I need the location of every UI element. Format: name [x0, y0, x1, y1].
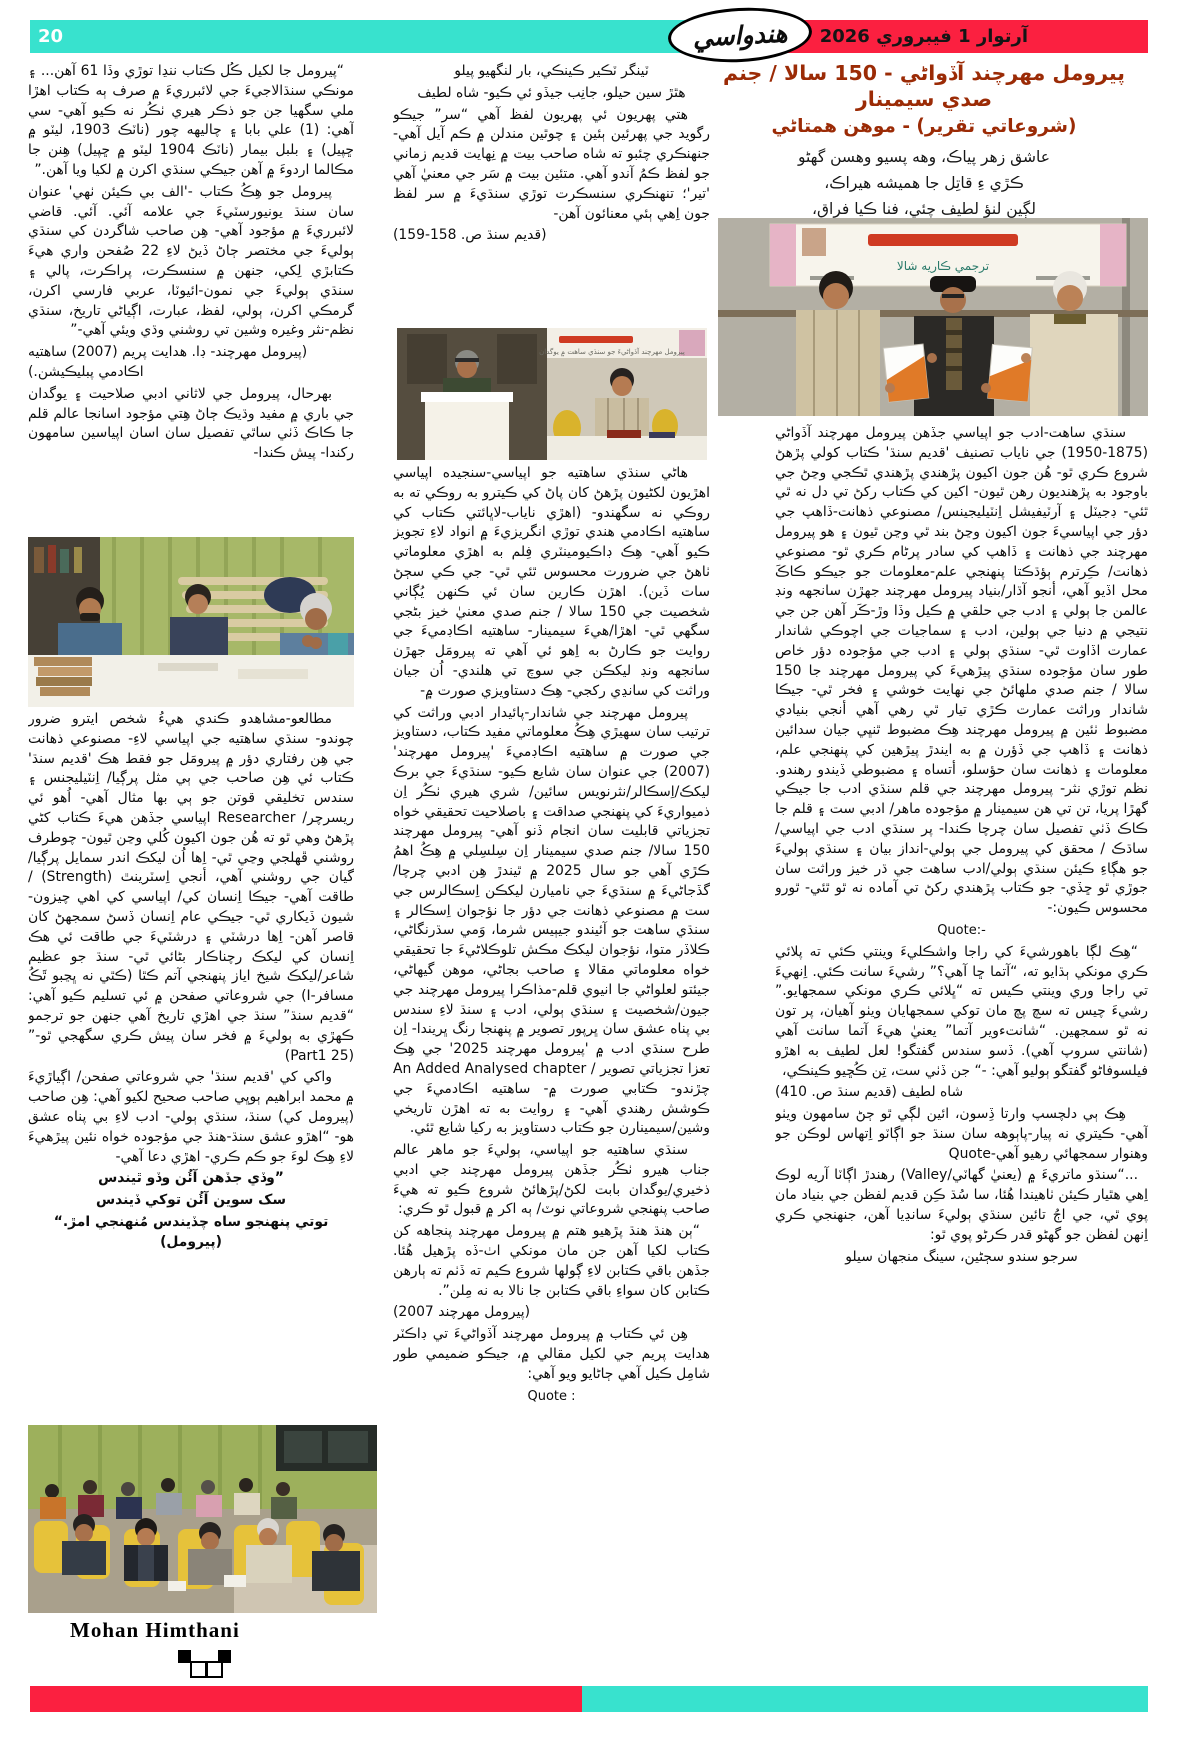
column-left-upper	[28, 62, 354, 535]
paragraph: (پيرومل مهرچند- ڊا. هدايت پريم (2007) ساهتيه اڪادمي پبليڪيشن.)	[28, 344, 308, 380]
paragraph: هِڪ ٻي دلچسپ وارتا ڏِسون، ائين لڳي ٿو ڄڻ سامهون ويٺو آهي- ڪيتري نه پيار-پاٻوهه سان سنڌ جو اڳاٽو اِتهاس لوڪن جو وهنوار سمجهائي رهيو آهي-Quote	[775, 1106, 1148, 1162]
headline-line1: پيرومل مهرچند آڏواڻي - 150 سالا / جنم صدي سيمينار	[723, 61, 1125, 111]
paragraph: سک سوين آئُن توکي ڏيندس	[95, 1192, 287, 1209]
paragraph: بهرحال، پيرومل جي لاثاني ادبي صلاحيت ۽ يوگدان جي باري ۾ مفيد وڌيڪ ڄاڻ هِتي مؤجود اسانجا عالم قلم جا ڪاڪ ڏٺي ساٿي تفصيل سان اسان اپياسين سامهون رکندا- پيش ڪندا-	[28, 385, 354, 462]
paragraph: (قديم سنڌ ص. 158-159)	[393, 227, 547, 244]
press-logo-square	[206, 1661, 223, 1678]
banner-sindhi-text: ترجمي ڪاريه شالا	[896, 259, 990, 273]
paragraph: پيرومل جو هِڪُ ڪتاب -'الف بي ڪيئن ٺهي' عنوان سان سنڌ يونيورسٽيءَ جي علامه آئي. آئي. قاضي لائبرريءَ ۾ مؤجود آهي- هِن صاحب شاگردن کي سنڌي ٻوليءَ جي مختصر ڄاڻ ڏيڻ لاءِ 22 صُفحن واري هيءَ ڪتابڙي لِکي، جنهن ۾ سنسڪرت، پراڪرت، پالي ۽ سنڌي ٻوليءَ جي نمون-ائيوٽا، عربي فارسي اکرن، گرمڪي اکرن، ٻولي، لفظ، عبارت، اڳياڻي تاريخ، سنڌي نظم-نثر وغيره وشين تي روشني وڌي ويئي آهي-”	[28, 183, 354, 339]
verse-line: لڳين لنؤ لطيف چئي، فنا ڪيا فراق،	[811, 200, 1037, 218]
paragraph: سنڌي ساهت-ادب جو اپياسي جڏهن پيرومل مهرچند آڏواڻي (1875-1950) جي ناياب تصنيف 'قديم سنڌ' ڪتاب کولي پڙهڻ شروع ڪري ٿو- هُن جون اکيون پڙهندي پڙهندي ٿڪجي وڃڻ جي باوجود به پڙهنديون رهن ٿيون- اکين کي ڪتاب رکڻ تي دل نه ٿي ٿئي- ڊجيٽل ۽ آرٽيفيشل اِنٽيليجينس/ مصنوعي ذهانت-ڏاهپ جي دؤر جي اپياسيءَ جون اکيون وڃڻ بند ٿي وڃن ٿيون ۽ هو پيرومل مهرچند جي ذهانت ۽ ڏاهپ کي سادر پرڻام ڪري ٿو- مصنوعي ذهانت/ ڪِرترم ٻؤڌڪتا پنهنجي علم-معلومات جو جيڪو ڪاڪَ محل اڏيو آهي، أنجو آڌار/بنياد پيرومل مهرچند جهڙن سانجهه ونڊ عالمن جا ٻولي ۽ ادب جي حلقي ۾ ڪيل وڏا وڙ-ڪَر آهن جن جي نتيجي ۾ دنيا جي ٻولين، ادب ۽ سماجيات جي اچوڪي شاندار عمارت اڏاوت ٿي- سنڌي ٻولي ۽ ادب جي مؤجوده دؤر خاص طور سان مؤجوده سنڌي پيڙهيءَ کي پيرومل مهرچند جا 150 سالا / جنم صدي ملهائڻ جي نهايت خوشي ۽ فخر ٿي- جيڪا شاندار وراثت عمارت ڪڙي تيار ٿي رهي آهي أنجي بنيادي مضبوط ٺئين ۾ پيرومل مهرچند هِڪ مضبوط ٿنڀي جيان سدائين ذهانت ۽ ڏاهپ جي ڏؤرن ۾ به ايندڙ پيڙهين کي پنهنجي علم، معلومات ۽ ذهانت سان حؤسلو، أتساه ۽ مضبوطي ڏيندو رهندو. نظم توڙي نثر- پيرومل مهرچند جي قلم سنڌي ادب جا جيڪي گهڙا پريا، تن تي هن سيمينار ۾ مؤجوده ماهر/ ادبي ست ۽ قلم جا ڪاڪ ڏٺي تفصيل سان چرچا ڪندا- پر سنڌي ادب جي اپياسي/ ساڌڪ / محقق کي پيرومل جي ٻولي-انداز بيان ۽ سنڌي ٻوليءَ جو هڳاءِ ڪيئن سنڌي ٻولي/ادب ساهت جي ڌر خيز وراثت سان جوڙي ٿو ڇڏي- جو ڪتاب پڙهندي رکڻ تي آماده نه ٿو ٿئي- ٿورو محسوس ڪيون:-	[775, 425, 1148, 917]
photo-dais-art	[397, 328, 707, 460]
banner-portrait	[802, 228, 826, 256]
paragraph: ...“سنڌو ماتريءَ ۾ (يعنيٰ گهاٽي/Valley) رهندڙ اڳاٽا آريه لوڪ اِهي هٿيار ڪيئن ٺاهيندا هُئا، سا سُڌ ڪِن قديم لفظن جي بنياد مان پوي ٿي، جي اڄُ تائين سنڌي ٻوليءَ سانڍيا آهن، جنهنجي ڪري اِنهن لفظن جو گهڻو قدر ڪرڻو پوي ٿو:	[775, 1167, 1148, 1243]
paragraph: واکي کي 'قديم سنڌ' جي شروعاتي صفحن/ اڳياڙيءَ ۾ محمد ابراهيم ٻوڀي صاحب صحيح لکيو آهي: هِن صاحب (پيرومل کي) سنڌ، سنڌي ٻولي- ادب لاءِ بي پناه عشق هو- “اهڙو عشق سنڌ-هنڌ جي مؤجوده خواه نئين پيڙهيءَ لاءِ هِڪ لوءَ جو ڪم ڪري- اهڙي دعا آهي-	[28, 1069, 354, 1165]
photo-audience-art	[28, 1425, 377, 1613]
paragraph: ”وڏي جڏهن آئُن وڏو ٿيندس	[98, 1170, 284, 1187]
header-bar	[30, 20, 1148, 53]
paragraph: هتي پهريون ئي پهريون لفظ آهي “سر” جيڪو رگويد جي پهرئين ٻئين ۽ چوٿين مندلن ۾ ڪم آيل آهي- جنهنڪري چئبو ته شاه صاحب بيت ۾ نِهايت قديم زماني جو لفظ ڪمُ آندو آهي. متئين بيت ۾ سَر جي معنيٰ آهي 'تير'؛ تنهنڪري سنسڪرت توڙي سنڌيءَ ۾ سر لفظ جون اِهي ٻئي معنائون آهن-	[393, 106, 710, 222]
photo-book-release-art	[718, 218, 1148, 416]
footer-bar-teal	[582, 1686, 1148, 1712]
paragraph: “پيرومل جا لکيل ڪُل ڪتاب ننڍا توڙي وڏا 61 آهن... ۽ مونڪي سنڌالاجيءَ جي لائبرريءَ ۾ صرف ٻه ڪتاب اهڙا ملي سگهيا جن جو ذڪر هيري ٺڪُر نه ڪيو آهي- سي آهي: (1) علي بابا ۽ چاليهه چور (ناٽڪ 1903، ليٽو ۾ ڇپيل) ۽ بلبل بيمار (ناٽڪ 1904 ليٽو ۾ ڇپيل) هِنن جا مڪالما اردوءَ ۾ آهن جيڪي سنڌي اکرن ۾ لکيا ويا آهن.”	[28, 63, 354, 178]
photo-book-release	[718, 218, 1148, 416]
photo-table-discussion	[28, 537, 354, 707]
photo-dais	[397, 328, 707, 460]
paragraph: هِن ئي ڪتاب ۾ پيرومل مهرچند آڏواڻيءَ تي ڊاڪٽر هدايت پريم جي لکيل مقالي ۾، جيڪو ضميمي طور شامِل ڪيل آهي ڄاڻايو ويو آهي:	[393, 1326, 710, 1382]
photo-table-discussion-art	[28, 537, 354, 707]
photo-caption: Mohan Himthani	[70, 1618, 240, 1642]
press-logo	[178, 1650, 236, 1680]
paragraph: مطالعو-مشاهدو ڪندي هيءُ شخص ايترو ضرور چوندو- سنڌي ساهتيه جي اپياسي لاءِ- مصنوعي ذهانت جي هِن رفتاري دؤر ۾ پيرومَل جو فقط هڪ 'قديم سنڌ' ڪتاب ئي هِن صاحب جي ٻي مثل پرڳيا/ اِنٽيليجنس ۽ سندس تخليقي قوتن جو ٻي بها مثال آهي- اُهو ئي ريسرچر/ Researcher اپياسي جڏهن هيءَ ڪتاب کڻي پڙهڻ وهي ٿو ته هُن جون اکيون کُلي وڃن ٿيون- چوطرف روشني ڦهلجي وڃي ٿي- اِها اُن ليکڪ اندر سمايل پرڳيا/گيان جي روشني آهي، أنجي اِسٽرينٿ (Strength) / طاقت آهي- جيڪا اِنسان کي/ اپياسي کي اهي چيزون-شيون ڏيکاري ٿي- جيڪي عام اِنسان ڏسڻ سمجهڻ کان قاصر آهن- اِها درشٽي ۽ درشٽيءَ جي طاقت ئي هڪ اِنسان کي ليکڪ رچناڪار بڻائي ٿي- سنڌ جو عظيم شاعر/ليکڪ شيخ اياز پنهنجي آتم ڪٿا (ڪٿي نه ڀڃبو ٿَڪُ مسافر-I) جي شروعاتي صفحن ۾ ئي تسليم ڪيو آهي: “قديم سنڌ” سنڌ جي اهڙي تاريخ آهي جنهن جو ترجمو ڪهڙي به ٻوليءَ ۾ فخر سان پيش ڪري سگهجي ٿو-” (Part1 25)	[28, 711, 354, 1064]
issue-date: آرتوار 1 فيبروري 2026	[819, 26, 1028, 47]
page-number: 20	[38, 26, 64, 47]
column-right	[775, 424, 1148, 1684]
paragraph: Quote:-	[937, 922, 986, 938]
paragraph: “هِڪ لڳا باهورشيءَ کي راجا واشڪليءَ وينتي ڪئي ته پلائي ڪري مونکي ٻڌايو ته، “آتما ڇا آهي؟” رشيءَ سانت ڪئي. اِنهيءَ تي راجا وري وينتي ڪيس ته “ڀلائي ڪري مونکي سمجهايو.” رشيءَ چيس ته سچ پچ مان توکي سمجهايان ويٺو آهيان، پر تون نه ٿو سمجهين. “شانتءوير آتما” يعنيٰ هيءَ آتما سانت آهي (شانتي سروپ آهي). ڏسو سندس گفتگو! لعل لطيف به اهڙو فيلسوفاڻو گفتگو ٻوليو آهي: -“ جن ڏٺي ست، تِن ڪُڇيو ڪينڪي،	[775, 943, 1148, 1079]
headline-line2: (شروعاتي تقرير) - موهن همتاڻي	[771, 116, 1077, 137]
paragraph: سنڌي ساهتيه جو اپياسي، ٻوليءَ جو ماهر عالم جناب هيرو ٺڪُر جڏهن پيرومل مهرچند جي ادبي ذخيري/يوگدان بابت لکڻ/پڙهائڻ شروع ڪيو ته هيءَ صاحب پنهنجي شروعاتي نوٽ/ ٻه اکر ۾ قبول ٿو ڪري:	[393, 1142, 710, 1218]
paragraph: Quote :	[527, 1388, 576, 1404]
masthead-title: هندواسي	[691, 18, 789, 52]
paragraph: هٿڙ سين حيلو، جانِب جيڏو ئي ڪيو- شاه لطيف	[417, 84, 686, 101]
paragraph: پيرومل مهرچند جي شاندار-پائيدار ادبي وراثت کي ترتيب سان سهيڙي هِڪُ معلوماتي مفيد ڪتاب، دستاويز جي صورت ۾ ساهتيه اڪاڊميءَ 'پيرومل مهرچند' (2007) جي عنوان سان شايع ڪيو- سنڌيءَ جي برڪ ليکڪ/اِسڪالر/نثرنويس سائين/ شري هيري ٺڪُر اِن ذميواريءَ کي پنهنجي صداقت ۽ باصلاحيت تحقيقي خواه تجزياتي قابليت سان انجام ڏنو آهي- پيرومل مهرچند 150 سالا/ جنم صدي سيمينار اِن سِلسِلي ۾ هِڪُ اهمُ ڪڙي آهي جو سال 2025 ۾ ٿيندڙ هِن ادبي چرچا/ گڏجاڻيءَ ۾ سنڌيءَ جي ناميارن ليکڪن اِسڪالرس جي ست ۾ مصنوعي ذهانت جي دؤر جا نؤجوان اِسڪالر ۽ سنڌي ساهت جو آئيندو جيٻيس شرما، وَمي سڌرنگاڻي، ڪلاڏر متوا، نؤجوان ليکڪ مڪش تلوڪلاڻيءَ جا تحقيقي خواه معلوماتي مقالا ۽ صاحب بجاڻي، موهن گيهاڻي، جيئتو لعلواڻي جا انيوي قلم-مذاڪرا پيرومل مهرچند جي جيون/شخصيت ۽ سنڌي ٻولي، ادب ۽ سنڌ لاءِ سندس بي پناه عشق سان ڀرپور تصوير ۾ پنهنجا رنگ ڀريندا- اِن طرح سنڌي ادب ۾ 'پيرومل مهرچند 2025' جي هِڪ تعزا تجزياتي تصوير / An Added Analysed chapter چڙندو- ڪتابي صورت ۾- ساهتيه اڪادميءَ جي ڪوشش رهندي آهي- ۽ روايت به ته اهڙن تاريخي وشين/سيمينارن جو ڪتاب دستاويز به رکيا شايع ٿئي.	[393, 704, 710, 1137]
paragraph: سرجو سندو سڄڻين، سينگ منجهان سيلو	[845, 1248, 1078, 1265]
footer-bar	[30, 1686, 1148, 1712]
column-middle-upper	[393, 62, 710, 326]
verse-line: ڪڙي ءِ قاتِل جا هميشه هيراڪ،	[824, 174, 1024, 192]
paragraph: توتي پنهنجو ساه چڏيندس مُنهنجي امڙ.“ (پيرومل)	[53, 1213, 329, 1250]
dais-banner-text: پيرومل مهرچند آڏواڻيءَ جو سنڌي ساهت ۾ يوگدان	[539, 348, 685, 356]
paragraph: “ٻن هنڌ هنڌ پڙهيو هتم ۾ پيرومل مهرچند پنجاهه کن ڪتاب لکيا آهن جن مان مونکي اٺ-ڏه پڙهيل هُئا. جڏهن باقي ڪتابن لاءِ ڳولها شروع ڪيم ته ڏٺم ته ٻارهن ڪتابن کان سواءِ باقي ڪتابن جا نالا به نه مِلن”.	[393, 1223, 710, 1299]
banner-hindi-text-strokes	[868, 234, 1018, 246]
masthead-logo	[667, 4, 814, 65]
paragraph: شاه لطيف (قديم سنڌ ص. 410)	[775, 1084, 964, 1101]
column-middle-lower	[393, 464, 710, 1685]
header-bar-red	[783, 20, 1148, 53]
footer-bar-red	[30, 1686, 582, 1712]
paragraph: هاڻي سنڌي ساهتيه جو اپياسي-سنجيده اپياسي اهڙيون لکڻيون پڙهڻ کان پاڻ کي ڪيترو به روڪي ته به روڪي نه سگهندو- (اهڙي ناياب-لاڀائتي ڪتاب کي ساهتيه اڪادمي هندي توڙي انگريزيءَ ۾ انواد لاءِ تجويز ڪيو آهي- هِڪ ڊاڪيومينٽري فِلم به اهڙي معلوماتي ٺاهڻ جي ضرورت محسوس ٿئي ٿي- جي ڪي سڄڻ سات ڏين). اهڙن ڪارين سان ئي ڪنهن يُڳاني شخصيت جي 150 سالا / جنم صدي معنيٰ خيز بڻجي سگهي ٿي- اهڙا/هيءَ سيمينار- ساهتيه اڪاڊميءَ جي روايت جو ڪارڻ به اِهو ئي آهي ته پيرومَل جهڙن سانجهه ونڊ ليکڪن جي سوچ تي هلندي- اُن جيان وراثت کي سانڍي رکجي- هِڪ دستاويزي صورت ۾-	[393, 465, 710, 699]
press-logo-square	[190, 1661, 207, 1678]
paragraph: ٽينگر ٽڪير ڪينڪي، بار لنگهيو پيلو	[454, 63, 649, 79]
verse-line: عاشق زهر پياڪ، وهه پسيو وهسن گهڻو	[798, 148, 1050, 166]
paragraph: (پيرومل مهرچند 2007)	[393, 1304, 530, 1321]
photo-audience	[28, 1425, 377, 1613]
column-left-lower	[28, 710, 354, 1420]
